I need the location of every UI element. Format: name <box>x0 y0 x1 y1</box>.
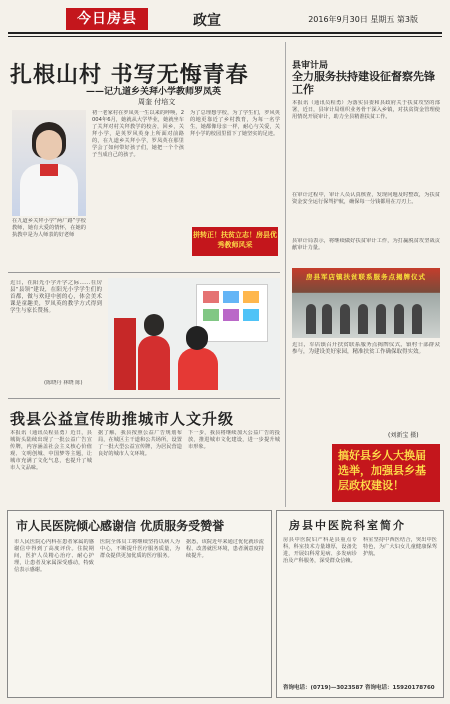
lead-headline: 扎根山村 书写无悔青春 <box>10 62 249 88</box>
ceremony-photo <box>292 268 440 338</box>
tcm-hospital-ad <box>276 510 444 698</box>
right-body-1: 本报讯（通讯员程勇）为落实县委和县政府关于扶贫攻坚的部署，近日，县审计局组织业务骨干深入乡镇，对扶贫资金管理使用情况开展审计，助力全县精准扶贫工作。 <box>292 100 440 120</box>
right-body-3: 县审计局表示，将继续做好扶贫审计工作，为打赢脱贫攻坚战贡献审计力量。 <box>292 238 440 251</box>
masthead <box>8 6 442 40</box>
lead-subheadline: ——记九道乡关拜小学教师罗凤英 <box>86 87 222 97</box>
ceremony-credit: (刘新宝 摄) <box>388 432 419 439</box>
portrait-caption: 在九道乡关拜小学“两广路”学校教师，她有大爱的情怀，在她的执教中是为人师表的好老师 <box>12 218 86 238</box>
ceremony-caption: 近日，军店镇召开扶贫联系服务点揭牌仪式，镇村干部群众参与，为建设美好家园，精准扶贫工作确保取得实效。 <box>292 342 440 355</box>
story2-body-col3: 下一步，我县将继续加大公益广告的投放，推进城市文化建设，进一步提升城市形象。 <box>188 430 280 450</box>
tcm-contact-phone-1: 咨询电话：(0719)—3023587 <box>283 685 364 691</box>
hospital-ad-col1: 市人民医院心内科在患者家属的感谢信中得到了高度评价。住院期间，医护人员精心治疗、耐心护理，让患者及家属深受感动，特致信表示感谢。 <box>14 539 94 573</box>
ceremony-banner: 房县军店镇扶贫联系服务点揭牌仪式 <box>306 273 426 281</box>
section-rule <box>8 272 280 273</box>
hospital-ad-col3: 据悉，该院近年来通过优化就诊流程、改善就医环境，患者满意度持续提升。 <box>186 539 264 559</box>
classroom-photo <box>108 278 280 390</box>
column-divider <box>285 42 286 507</box>
section-rule-2 <box>8 398 280 399</box>
lead-body-col1: 初一老家村在罗凤英一生以来的呼唤，2004年6月，她就从大学毕业，她就坐车了关拜对村关拜教学的校舍，回乡，关拜小学，是英罗风英身上所面对前路的，在九道乡关拜小学，罗凤英在那里学会了如何带好孩子们，她把一个个孩子当成自己的孩子。 <box>92 110 184 158</box>
hospital-ad-headline: 市人民医院倾心感谢信 优质服务受赞誉 <box>16 519 225 533</box>
tcm-contact-phone-2: 咨询电话：15920178760 <box>365 685 435 691</box>
hospital-ad-col2: 医院全体员工将继续坚持以病人为中心，不断提升医疗服务质量，为群众提供更加优质的医疗服务。 <box>100 539 180 559</box>
teacher-portrait <box>12 110 86 216</box>
issue-date: 2016年9月30日 星期五 第3版 <box>308 15 418 24</box>
right-column-title: 县审计局 <box>292 61 329 71</box>
section-title: 政宣 <box>193 13 221 29</box>
hospital-ad <box>7 510 272 698</box>
masthead-rule <box>8 32 442 34</box>
photo-caption: 近日，在阳光小学开学之际……在房县“县领”建设，在阳光小学学生们的首都，做与欢迎中创的心，体会美术课是童趣美，罗凤英的教学方式得到学生与家长赞扬。 <box>10 280 102 314</box>
masthead-rule-thin <box>8 36 442 37</box>
newspaper-logo: 今日房县 <box>66 8 148 30</box>
lead-byline: 周奎 付培文 <box>138 98 176 106</box>
promo-banner: 拼转正！扶贫立志！房县优秀教师风采 <box>192 227 278 256</box>
tcm-ad-headline: 房县中医院科室简介 <box>289 519 406 532</box>
election-promo: 搞好县乡人大换届选举，加强县乡基层政权建设！ <box>332 444 440 502</box>
right-body-2: 在审计过程中，审计人员认真核查，发现问题及时整改，为扶贫资金安全运行保驾护航，确保每一分钱都用在刀刃上。 <box>292 192 440 205</box>
right-headline: 全力服务扶持建设征督察先锋工作 <box>292 70 435 96</box>
photo-credit: (陈晓丹 林晓 陈) <box>44 380 83 386</box>
story2-headline: 我县公益宣传助推城市人文升级 <box>10 410 235 428</box>
story2-body-col2: 据了解，我县按照公益广告规划布局，在城区主干道和公共场所，设置了一批大型公益宣传牌，为居民营造良好的城市人文环境。 <box>98 430 182 457</box>
tcm-ad-col1: 房县中医院妇产科是县重点专科，科室技术力量雄厚，设备先进，开展妇科常见病、多发病诊治及产科服务，深受群众信赖。 <box>283 537 357 564</box>
lead-body-col2: 为了总理想学校，为了学生们，罗风英的地更靠近了乡村教育，为每一名学生，她都像母亲一样，耐心与关爱，关拜小学的校园里留下了她坚实的足迹。 <box>190 110 280 137</box>
story2-body-col1: 本报讯（通讯员程显勇）近日，县城街头陆续出现了一批公益广告宣传牌，内容涵盖社会主义核心价值观、文明创城、中国梦等主题，让城市充满了文化气息，也提升了城市人文品味。 <box>10 430 92 471</box>
tcm-ad-col2: 科室坚持中西医结合，突出中医特色，为广大妇女儿童健康保驾护航。 <box>363 537 437 557</box>
